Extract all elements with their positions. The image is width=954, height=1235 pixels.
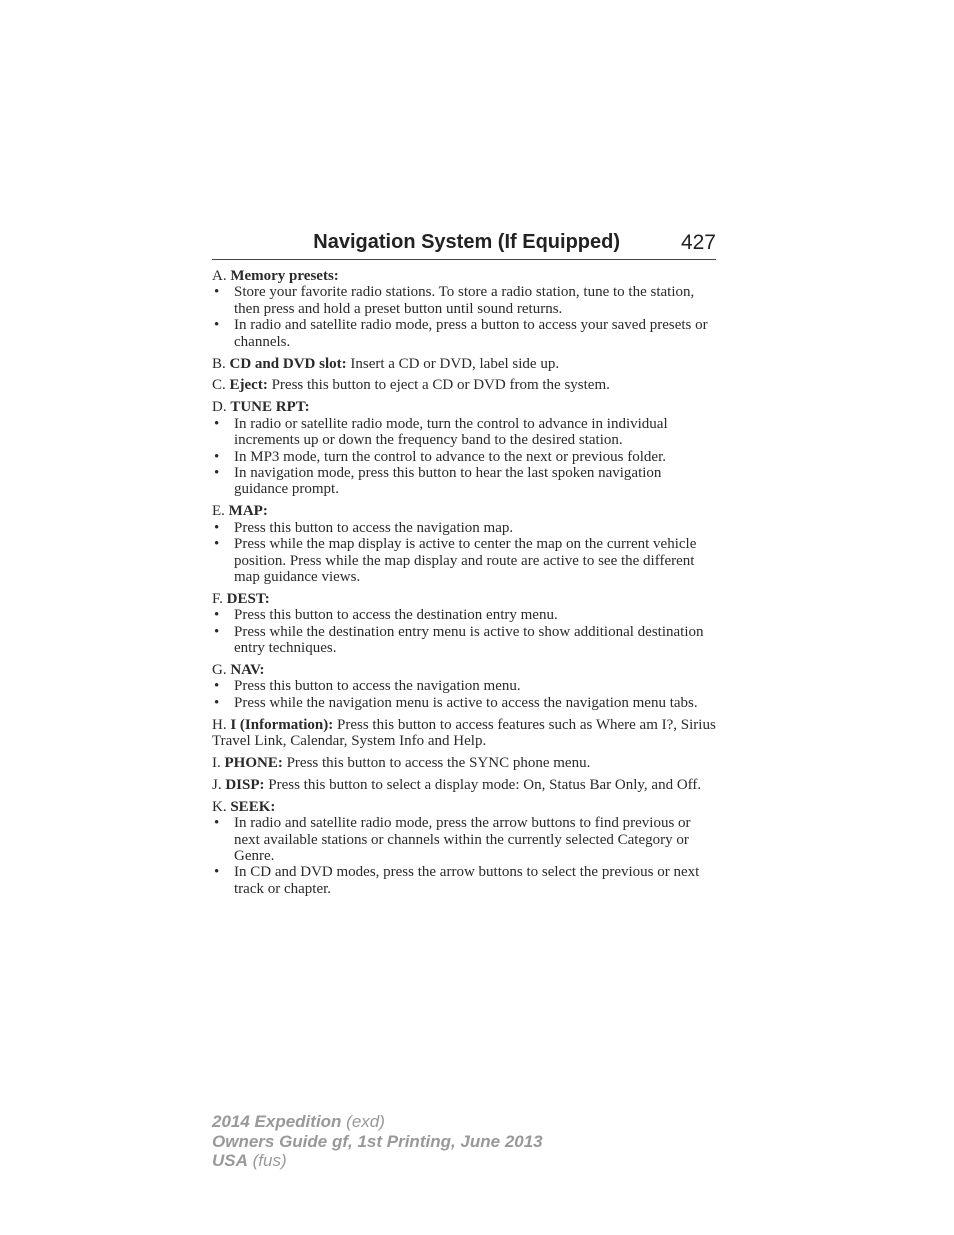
bullet-icon: • <box>214 464 220 481</box>
entry-heading <box>212 268 718 284</box>
entry-j <box>212 777 718 793</box>
bullet-item <box>212 284 718 317</box>
entry-d <box>212 399 718 497</box>
bullet-list <box>212 607 718 656</box>
entry-letter: B. <box>212 355 226 372</box>
entry-letter: G. <box>212 661 227 678</box>
bullet-item <box>212 607 718 623</box>
bullet-item <box>212 317 718 350</box>
entry-b <box>212 356 718 372</box>
bullet-icon: • <box>214 678 220 695</box>
entry-heading <box>212 503 718 519</box>
bullet-text: In MP3 mode, turn the control to advance to the next or previous folder. <box>234 448 666 465</box>
bullet-icon: • <box>214 864 220 881</box>
bullet-text: In CD and DVD modes, press the arrow buttons to select the previous or next track or chapter. <box>234 864 700 897</box>
entry-k <box>212 799 718 897</box>
entry-g <box>212 662 718 711</box>
entry-c <box>212 377 718 393</box>
bullet-icon: • <box>214 448 220 465</box>
bullet-icon: • <box>214 623 220 640</box>
entry-text: Insert a CD or DVD, label side up. <box>346 355 560 372</box>
entry-letter: A. <box>212 268 227 284</box>
bullet-icon: • <box>214 519 220 536</box>
entry-heading <box>212 755 718 771</box>
bullet-item <box>212 678 718 694</box>
bullet-item <box>212 520 718 536</box>
bullet-icon: • <box>214 317 220 334</box>
bullet-list <box>212 284 718 350</box>
bullet-item <box>212 695 718 711</box>
bullet-item <box>212 864 718 897</box>
entry-heading <box>212 777 718 793</box>
entry-a <box>212 268 718 350</box>
entry-letter: D. <box>212 399 227 416</box>
entry-heading <box>212 717 718 750</box>
entry-text: Press this button to select a display mode: On, Status Bar Only, and Off. <box>264 776 702 793</box>
entry-label: MAP: <box>228 503 268 520</box>
entry-heading <box>212 662 718 678</box>
bullet-list <box>212 520 718 586</box>
page-footer <box>212 1112 543 1171</box>
entry-label: PHONE: <box>224 754 283 771</box>
entry-letter: J. <box>212 776 222 793</box>
bullet-text: In radio or satellite radio mode, turn the control to advance in individual increments up or down the frequency band to the desired station. <box>234 415 668 449</box>
entry-text: Press this button to access the SYNC phone menu. <box>282 754 591 771</box>
bullet-text: Press while the map display is active to center the map on the current vehicle position. Press while the map display and route are active to see the different map guidance views. <box>234 536 697 585</box>
bullet-text: Press this button to access the navigation map. <box>234 519 514 536</box>
entry-label: DEST: <box>226 590 270 607</box>
footer-line-3: USA (fus) <box>212 1151 287 1170</box>
page-content <box>212 268 718 903</box>
bullet-item <box>212 416 718 449</box>
footer-line-1: 2014 Expedition (exd) <box>212 1112 385 1131</box>
footer-line-2: Owners Guide gf, 1st Printing, June 2013 <box>212 1131 543 1151</box>
entry-text: Press this button to eject a CD or DVD from the system. <box>267 377 610 394</box>
entry-text: Press this button to access features such as Where am I?, Sirius Travel Link, Calendar, System Info and Help. <box>212 716 716 750</box>
bullet-icon: • <box>214 815 220 832</box>
entry-label: CD and DVD slot: <box>229 355 347 372</box>
entry-heading <box>212 399 718 415</box>
bullet-list <box>212 416 718 498</box>
entry-heading <box>212 591 718 607</box>
bullet-text: In radio and satellite radio mode, press a button to access your saved presets or channels. <box>234 317 708 350</box>
bullet-icon: • <box>214 415 220 432</box>
bullet-list <box>212 815 718 897</box>
bullet-icon: • <box>214 284 220 301</box>
entry-letter: E. <box>212 503 225 520</box>
entry-f <box>212 591 718 657</box>
entry-i <box>212 755 718 771</box>
entry-letter: F. <box>212 590 223 607</box>
bullet-icon: • <box>214 694 220 711</box>
bullet-icon: • <box>214 536 220 553</box>
bullet-item <box>212 815 718 864</box>
bullet-item <box>212 536 718 585</box>
section-title: Navigation System (If Equipped) <box>313 231 620 253</box>
bullet-text: Press this button to access the navigation menu. <box>234 678 521 695</box>
entry-heading <box>212 377 718 393</box>
bullet-text: Press while the destination entry menu is active to show additional destination entry techniques. <box>234 623 704 657</box>
entry-heading <box>212 799 718 815</box>
bullet-text: In navigation mode, press this button to hear the last spoken navigation guidance prompt. <box>234 464 662 498</box>
bullet-text: Press while the navigation menu is active to access the navigation menu tabs. <box>234 694 698 711</box>
bullet-item <box>212 449 718 465</box>
entry-heading <box>212 356 718 372</box>
entry-label: Eject: <box>229 377 268 394</box>
entry-letter: H. <box>212 716 227 733</box>
entry-letter: C. <box>212 377 226 394</box>
bullet-icon: • <box>214 607 220 624</box>
entry-letter: K. <box>212 798 227 815</box>
entry-letter: I. <box>212 754 221 771</box>
bullet-list <box>212 678 718 711</box>
entry-label: I (Information): <box>230 716 334 733</box>
bullet-text: Press this button to access the destination entry menu. <box>234 607 558 624</box>
bullet-item <box>212 624 718 657</box>
entry-label: DISP: <box>225 776 265 793</box>
bullet-text: Store your favorite radio stations. To store a radio station, tune to the station, then press and hold a preset button until sound returns. <box>234 284 695 317</box>
page-header <box>212 228 716 260</box>
entry-e <box>212 503 718 585</box>
entry-h <box>212 717 718 750</box>
bullet-item <box>212 465 718 498</box>
entry-label: Memory presets: <box>230 268 339 284</box>
entry-label: SEEK: <box>230 798 276 815</box>
bullet-text: In radio and satellite radio mode, press the arrow buttons to find previous or next available stations or channels within the currently selected Category or Genre. <box>234 815 691 864</box>
entry-label: TUNE RPT: <box>230 399 310 416</box>
entry-label: NAV: <box>230 661 265 678</box>
page-number: 427 <box>680 231 716 254</box>
